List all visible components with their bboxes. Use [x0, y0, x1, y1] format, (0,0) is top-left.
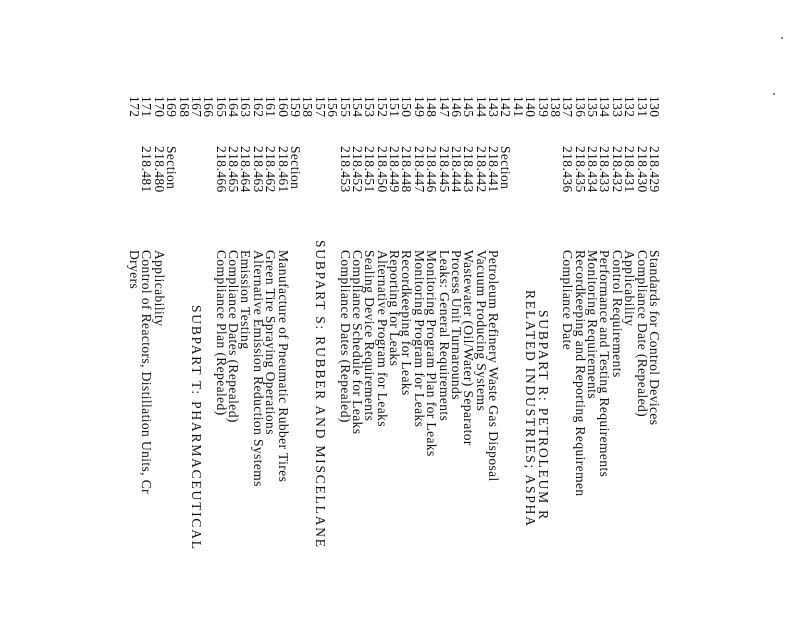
line-number: 131	[634, 96, 650, 118]
line-number: 167	[188, 96, 204, 118]
line-number: 163	[238, 96, 254, 118]
section-title: Performance and Testing Requirements	[597, 250, 613, 478]
section-title: Leaks: General Requirements	[436, 250, 452, 422]
section-label: Section	[287, 146, 303, 190]
section-title: Petroleum Refinery Waste Gas Disposal	[486, 250, 502, 482]
line-number: 132	[622, 96, 638, 118]
section-number: 218.442	[473, 146, 489, 193]
line-number: 147	[436, 96, 452, 118]
line-number: 142	[498, 96, 514, 118]
line-number: 168	[176, 96, 192, 118]
scan-speck	[781, 37, 783, 39]
line-number: 169	[164, 96, 180, 118]
section-title: Applicability	[622, 250, 638, 327]
section-title: Monitoring Requirements	[585, 250, 601, 400]
line-number: 148	[424, 96, 440, 118]
section-number: 218.481	[139, 146, 155, 193]
section-number: 218.431	[622, 146, 638, 193]
section-number: 218.433	[597, 146, 613, 193]
line-number: 133	[609, 96, 625, 118]
line-number: 151	[387, 96, 403, 118]
subpart-heading: SUBPART S: RUBBER AND MISCELLANE	[312, 240, 328, 549]
subpart-heading: SUBPART T: PHARMACEUTICAL	[188, 305, 204, 551]
section-number: 218.449	[387, 146, 403, 193]
line-number: 152	[374, 96, 390, 118]
line-number: 141	[510, 96, 526, 118]
line-number: 149	[411, 96, 427, 118]
section-title: Recordkeeping for Leaks	[399, 250, 415, 396]
line-number: 165	[213, 96, 229, 118]
section-title: Reporting for Leaks	[387, 250, 403, 367]
section-title: Alternative Program for Leaks	[374, 250, 390, 427]
line-number: 159	[287, 96, 303, 118]
section-title: Monitoring Program Plan for Leaks	[424, 250, 440, 457]
section-number: 218.429	[647, 146, 662, 193]
line-number: 140	[523, 96, 539, 118]
line-number: 150	[399, 96, 415, 118]
line-number: 166	[201, 96, 217, 118]
section-number: 218.444	[448, 146, 464, 193]
section-number: 218.462	[263, 146, 279, 193]
section-number: 218.434	[585, 146, 601, 193]
line-number: 156	[325, 96, 341, 118]
section-number: 218.445	[436, 146, 452, 193]
section-title: Compliance Schedule for Leaks	[349, 250, 365, 435]
scan-speck	[773, 93, 775, 95]
line-number: 138	[547, 96, 563, 118]
section-number: 218.443	[461, 146, 477, 193]
section-number: 218.436	[560, 146, 576, 193]
section-number: 218.446	[424, 146, 440, 193]
section-label: Section	[498, 146, 514, 190]
section-title: Control Requirements	[609, 250, 625, 378]
section-title: Applicability	[151, 250, 167, 327]
section-title: Control of Reactors, Distillation Units, Cr	[139, 250, 155, 495]
section-number: 218.451	[362, 146, 378, 193]
section-title: Wastewater (Oil/Water) Separator	[461, 250, 477, 446]
line-number: 172	[127, 96, 143, 118]
section-title: Monitoring Program for Leaks	[411, 250, 427, 428]
section-title: Process Unit Turnarounds	[448, 250, 464, 400]
line-number: 134	[597, 96, 613, 118]
line-number: 137	[560, 96, 576, 118]
section-title: Emission Testing	[238, 250, 254, 350]
line-number: 135	[585, 96, 601, 118]
line-number: 136	[572, 96, 588, 118]
line-number: 154	[349, 96, 365, 118]
section-title: Compliance Plan (Repealed)	[213, 250, 229, 416]
section-title: Vacuum Producing Systems	[473, 250, 489, 412]
line-number: 170	[151, 96, 167, 118]
section-title: Compliance Date	[560, 250, 576, 351]
section-number: 218.432	[609, 146, 625, 193]
section-title: Alternative Emission Reduction Systems	[250, 250, 266, 487]
line-number: 146	[448, 96, 464, 118]
section-title: Manufacture of Pneumatic Rubber Tires	[275, 250, 291, 483]
section-number: 218.452	[349, 146, 365, 193]
section-title: Compliance Dates (Repealed)	[337, 250, 353, 423]
line-number: 164	[226, 96, 242, 118]
section-number: 218.480	[151, 146, 167, 193]
section-title: Compliance Dates (Repealed)	[226, 250, 242, 423]
line-number: 145	[461, 96, 477, 118]
section-number: 218.464	[238, 146, 254, 193]
line-number: 161	[263, 96, 279, 118]
section-number: 218.450	[374, 146, 390, 193]
section-title: Sealing Device Requirements	[362, 250, 378, 422]
section-number: 218.466	[213, 146, 229, 193]
section-number: 218.441	[486, 146, 502, 193]
line-number: 162	[250, 96, 266, 118]
subpart-heading: SUBPART R: PETROLEUM R	[535, 310, 551, 521]
section-number: 218.461	[275, 146, 291, 193]
section-title: Recordkeeping and Reporting Requiremen	[572, 250, 588, 497]
subpart-heading: RELATED INDUSTRIES; ASPHA	[523, 290, 539, 528]
section-number: 218.465	[226, 146, 242, 193]
line-number: 171	[139, 96, 155, 118]
section-number: 218.430	[634, 146, 650, 193]
section-number: 218.447	[411, 146, 427, 193]
section-number: 218.463	[250, 146, 266, 193]
line-number: 144	[473, 96, 489, 118]
section-title: Green Tire Spraying Operations	[263, 250, 279, 435]
section-number: 218.435	[572, 146, 588, 193]
line-number: 160	[275, 96, 291, 118]
section-title: Compliance Date (Repealed)	[634, 250, 650, 418]
section-number: 218.453	[337, 146, 353, 193]
section-number: 218.448	[399, 146, 415, 193]
line-number: 157	[312, 96, 328, 118]
section-title: Standards for Control Devices	[647, 250, 662, 426]
line-number: 130	[647, 96, 662, 118]
section-title: Dryers	[127, 250, 143, 290]
section-label: Section	[164, 146, 180, 190]
line-number: 155	[337, 96, 353, 118]
line-number: 143	[486, 96, 502, 118]
line-number: 158	[300, 96, 316, 118]
line-number: 153	[362, 96, 378, 118]
line-number: 139	[535, 96, 551, 118]
